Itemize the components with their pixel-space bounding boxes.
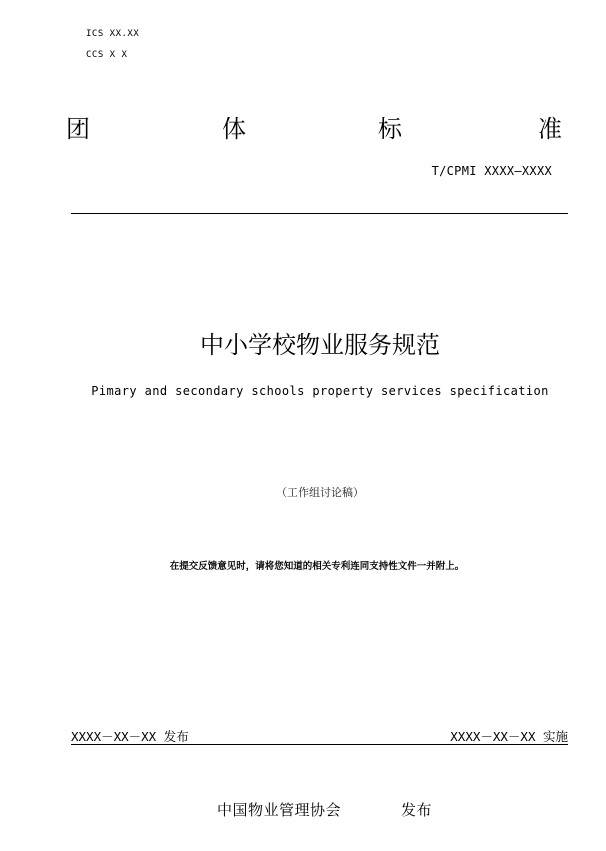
top-divider — [71, 213, 568, 214]
draft-stage-label: （工作组讨论稿） — [276, 486, 364, 499]
document-type-char: 准 — [538, 115, 562, 143]
issuing-organization: 中国物业管理协会 — [217, 801, 342, 819]
document-type-char: 团 — [66, 115, 90, 143]
standard-number: T/CPMI XXXX—XXXX — [431, 164, 552, 178]
bottom-divider — [71, 744, 568, 745]
document-type-char: 标 — [378, 115, 402, 143]
patent-notice: 在提交反馈意见时，请将您知道的相关专利连同支持性文件一并附上。 — [169, 561, 465, 572]
publish-date: XXXX－XX－XX 发布 — [71, 729, 189, 744]
document-type-char: 体 — [222, 115, 246, 143]
implement-date: XXXX－XX－XX 实施 — [450, 729, 568, 744]
ics-code: ICS XX.XX — [86, 29, 140, 39]
ccs-code: CCS X X — [86, 50, 128, 60]
document-title-chinese: 中小学校物业服务规范 — [200, 331, 440, 359]
document-title-english: Pimary and secondary schools property services specification — [91, 384, 549, 398]
issue-action-label: 发布 — [401, 801, 433, 819]
